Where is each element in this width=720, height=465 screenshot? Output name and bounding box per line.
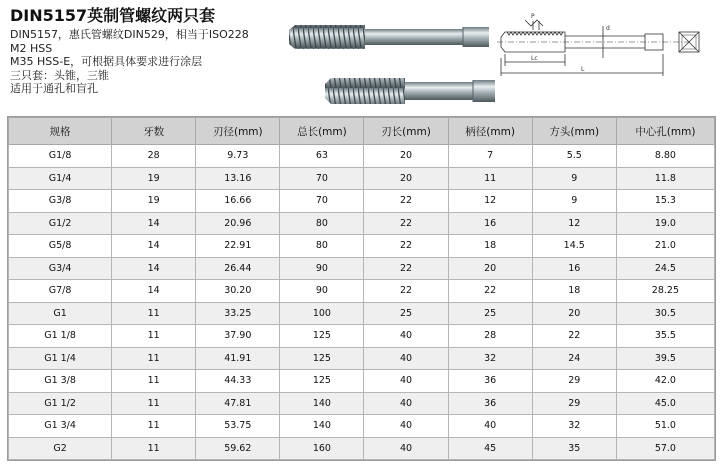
cell-tpi: 11 bbox=[112, 392, 196, 415]
cell-blade-diameter: 44.33 bbox=[196, 370, 280, 393]
cell-tpi: 14 bbox=[112, 257, 196, 280]
cell-center-hole: 35.5 bbox=[616, 325, 714, 348]
table-row bbox=[9, 257, 715, 280]
cell-blade-length: 22 bbox=[364, 280, 448, 303]
spec-table-container bbox=[7, 116, 716, 461]
cell-center-hole: 45.0 bbox=[616, 392, 714, 415]
cell-spec: G3/8 bbox=[9, 190, 112, 213]
table-row bbox=[9, 325, 715, 348]
cell-square: 29 bbox=[532, 392, 616, 415]
cell-shank-diameter: 18 bbox=[448, 235, 532, 258]
cell-square: 12 bbox=[532, 212, 616, 235]
cell-center-hole: 15.3 bbox=[616, 190, 714, 213]
cell-center-hole: 30.5 bbox=[616, 302, 714, 325]
cell-shank-diameter: 12 bbox=[448, 190, 532, 213]
header-tpi: 牙数 bbox=[112, 118, 196, 145]
cell-spec: G1 3/4 bbox=[9, 415, 112, 438]
cell-tpi: 11 bbox=[112, 325, 196, 348]
description-line-5: 适用于通孔和盲孔 bbox=[10, 82, 98, 95]
cell-square: 9 bbox=[532, 190, 616, 213]
cell-shank-diameter: 22 bbox=[448, 280, 532, 303]
header-shank-diameter: 柄径(mm) bbox=[448, 118, 532, 145]
cell-square: 22 bbox=[532, 325, 616, 348]
cell-shank-diameter: 7 bbox=[448, 145, 532, 168]
cell-blade-diameter: 22.91 bbox=[196, 235, 280, 258]
cell-center-hole: 24.5 bbox=[616, 257, 714, 280]
description-line-4: 三只套：头锥，三锥 bbox=[10, 68, 109, 82]
description-line-3: M35 HSS-E，可根据具体要求进行涂层 bbox=[10, 55, 203, 68]
cell-spec: G1/8 bbox=[9, 145, 112, 168]
header-total-length: 总长(mm) bbox=[280, 118, 364, 145]
cell-tpi: 11 bbox=[112, 370, 196, 393]
cell-shank-diameter: 25 bbox=[448, 302, 532, 325]
cell-total-length: 160 bbox=[280, 437, 364, 460]
label-p: P bbox=[531, 13, 535, 20]
label-l: L bbox=[581, 66, 585, 73]
header-blade-length: 刃长(mm) bbox=[364, 118, 448, 145]
cell-blade-length: 22 bbox=[364, 257, 448, 280]
cell-square: 24 bbox=[532, 347, 616, 370]
cell-tpi: 14 bbox=[112, 280, 196, 303]
table-body bbox=[9, 145, 715, 460]
cell-tpi: 11 bbox=[112, 347, 196, 370]
cell-square: 16 bbox=[532, 257, 616, 280]
cell-center-hole: 28.25 bbox=[616, 280, 714, 303]
cell-spec: G1/4 bbox=[9, 167, 112, 190]
cell-shank-diameter: 16 bbox=[448, 212, 532, 235]
cell-spec: G3/4 bbox=[9, 257, 112, 280]
label-d: d bbox=[606, 25, 610, 32]
cell-shank-diameter: 32 bbox=[448, 347, 532, 370]
cell-blade-diameter: 37.90 bbox=[196, 325, 280, 348]
table-row bbox=[9, 190, 715, 213]
cell-center-hole: 19.0 bbox=[616, 212, 714, 235]
cell-blade-length: 20 bbox=[364, 145, 448, 168]
cell-blade-diameter: 13.16 bbox=[196, 167, 280, 190]
table-row bbox=[9, 235, 715, 258]
cell-blade-diameter: 20.96 bbox=[196, 212, 280, 235]
table-row bbox=[9, 347, 715, 370]
cell-blade-diameter: 59.62 bbox=[196, 437, 280, 460]
cell-shank-diameter: 36 bbox=[448, 370, 532, 393]
cell-blade-diameter: 33.25 bbox=[196, 302, 280, 325]
cell-total-length: 125 bbox=[280, 347, 364, 370]
cell-shank-diameter: 36 bbox=[448, 392, 532, 415]
cell-tpi: 19 bbox=[112, 167, 196, 190]
cell-total-length: 70 bbox=[280, 167, 364, 190]
header bbox=[10, 6, 300, 96]
cell-blade-diameter: 47.81 bbox=[196, 392, 280, 415]
cell-spec: G1 1/2 bbox=[9, 392, 112, 415]
cell-tpi: 14 bbox=[112, 235, 196, 258]
cell-center-hole: 51.0 bbox=[616, 415, 714, 438]
cell-total-length: 70 bbox=[280, 190, 364, 213]
cell-tpi: 11 bbox=[112, 302, 196, 325]
cell-blade-diameter: 30.20 bbox=[196, 280, 280, 303]
table-row bbox=[9, 167, 715, 190]
table-row bbox=[9, 392, 715, 415]
header-square: 方头(mm) bbox=[532, 118, 616, 145]
cell-blade-length: 40 bbox=[364, 415, 448, 438]
cell-tpi: 11 bbox=[112, 437, 196, 460]
cell-tpi: 11 bbox=[112, 415, 196, 438]
page-title: DIN5157英制管螺纹两只套 bbox=[10, 6, 216, 25]
cell-total-length: 90 bbox=[280, 257, 364, 280]
cell-spec: G1 3/8 bbox=[9, 370, 112, 393]
table-row bbox=[9, 145, 715, 168]
cell-blade-length: 20 bbox=[364, 167, 448, 190]
cell-blade-diameter: 41.91 bbox=[196, 347, 280, 370]
cell-center-hole: 39.5 bbox=[616, 347, 714, 370]
tap-lower bbox=[325, 78, 495, 104]
cell-square: 35 bbox=[532, 437, 616, 460]
cell-spec: G1 1/8 bbox=[9, 325, 112, 348]
cell-shank-diameter: 45 bbox=[448, 437, 532, 460]
cell-total-length: 80 bbox=[280, 235, 364, 258]
cell-spec: G1/2 bbox=[9, 212, 112, 235]
cell-center-hole: 8.80 bbox=[616, 145, 714, 168]
cell-tpi: 28 bbox=[112, 145, 196, 168]
cell-spec: G1 1/4 bbox=[9, 347, 112, 370]
cell-center-hole: 21.0 bbox=[616, 235, 714, 258]
description-line-1: DIN5157，惠氏管螺纹DIN529，相当于ISO228 bbox=[10, 28, 249, 41]
table-row bbox=[9, 370, 715, 393]
cell-blade-length: 40 bbox=[364, 347, 448, 370]
cell-tpi: 14 bbox=[112, 212, 196, 235]
cell-square: 14.5 bbox=[532, 235, 616, 258]
cell-blade-length: 22 bbox=[364, 190, 448, 213]
cell-blade-length: 40 bbox=[364, 392, 448, 415]
cell-spec: G5/8 bbox=[9, 235, 112, 258]
technical-drawing bbox=[495, 6, 715, 81]
cell-spec: G7/8 bbox=[9, 280, 112, 303]
cell-center-hole: 57.0 bbox=[616, 437, 714, 460]
cell-total-length: 80 bbox=[280, 212, 364, 235]
header-spec: 规格 bbox=[9, 118, 112, 145]
cell-shank-diameter: 11 bbox=[448, 167, 532, 190]
cell-square: 9 bbox=[532, 167, 616, 190]
cell-blade-length: 22 bbox=[364, 212, 448, 235]
cell-blade-length: 40 bbox=[364, 325, 448, 348]
cell-square: 32 bbox=[532, 415, 616, 438]
cell-blade-length: 40 bbox=[364, 370, 448, 393]
cell-total-length: 90 bbox=[280, 280, 364, 303]
cell-total-length: 125 bbox=[280, 370, 364, 393]
cell-square: 18 bbox=[532, 280, 616, 303]
cell-blade-length: 40 bbox=[364, 437, 448, 460]
header-blade-diameter: 刃径(mm) bbox=[196, 118, 280, 145]
cell-blade-diameter: 53.75 bbox=[196, 415, 280, 438]
cell-blade-diameter: 26.44 bbox=[196, 257, 280, 280]
cell-spec: G2 bbox=[9, 437, 112, 460]
cell-total-length: 140 bbox=[280, 415, 364, 438]
cell-spec: G1 bbox=[9, 302, 112, 325]
cell-square: 5.5 bbox=[532, 145, 616, 168]
table-row bbox=[9, 437, 715, 460]
cell-shank-diameter: 40 bbox=[448, 415, 532, 438]
tap-upper bbox=[289, 25, 489, 49]
header-center-hole: 中心孔(mm) bbox=[616, 118, 714, 145]
table-row bbox=[9, 415, 715, 438]
tap-photo bbox=[283, 8, 498, 108]
spec-table bbox=[8, 117, 715, 460]
cell-shank-diameter: 20 bbox=[448, 257, 532, 280]
table-row bbox=[9, 302, 715, 325]
cell-total-length: 125 bbox=[280, 325, 364, 348]
cell-blade-diameter: 9.73 bbox=[196, 145, 280, 168]
cell-tpi: 19 bbox=[112, 190, 196, 213]
cell-blade-length: 25 bbox=[364, 302, 448, 325]
cell-square: 20 bbox=[532, 302, 616, 325]
cell-blade-diameter: 16.66 bbox=[196, 190, 280, 213]
cell-blade-length: 22 bbox=[364, 235, 448, 258]
cell-total-length: 140 bbox=[280, 392, 364, 415]
cell-center-hole: 11.8 bbox=[616, 167, 714, 190]
cell-square: 29 bbox=[532, 370, 616, 393]
cell-center-hole: 42.0 bbox=[616, 370, 714, 393]
table-header-row bbox=[9, 118, 715, 145]
cell-total-length: 100 bbox=[280, 302, 364, 325]
table-row bbox=[9, 212, 715, 235]
label-lc: Lc bbox=[531, 55, 538, 62]
description-line-2: M2 HSS bbox=[10, 41, 53, 55]
cell-total-length: 63 bbox=[280, 145, 364, 168]
table-row bbox=[9, 280, 715, 303]
cell-shank-diameter: 28 bbox=[448, 325, 532, 348]
